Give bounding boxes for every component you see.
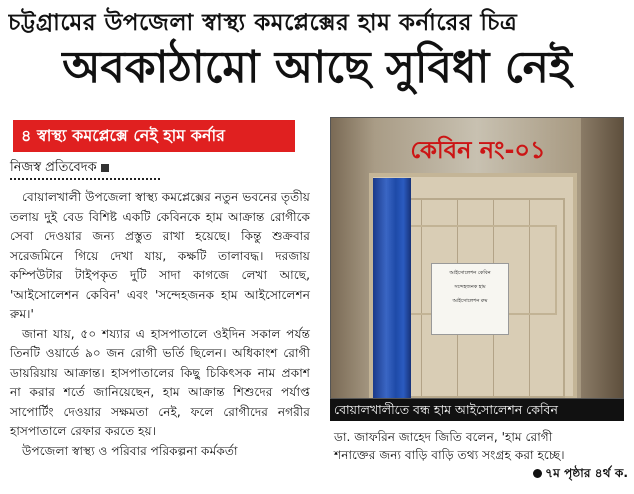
bullet-icon [533, 469, 542, 478]
cabin-sign: কেবিন নং-০১ [410, 136, 546, 164]
byline [10, 158, 210, 179]
article-body [10, 188, 310, 461]
door-notice [431, 263, 509, 335]
notice-line: আইসোলেশন কেবিন [449, 270, 491, 276]
kicker-title: চট্টগ্রামের উপজেলা স্বাস্থ্য কমপ্লেক্সের হাম কর্নারের চিত্র [8, 10, 518, 36]
blue-curtain [373, 178, 411, 399]
news-photo [330, 117, 624, 399]
paragraph: বোয়ালখালী উপজেলা স্বাস্থ্য কমপ্লেক্সের নতুন ভবনের তৃতীয় তলায় দুই বেড বিশিষ্ট একটি কেবিনকে হাম আক্রান্ত রোগীকে সেবা দেওয়ার জন্য প্রস্তুত রাখা হয়েছে। কিন্তু শুক্রবার সরেজমিনে গিয়ে দেখা যায়, কক্ষটি তালাবদ্ধ। দরজায় কম্পিউটার টাইপকৃত দুটি সাদা কাগজে লেখা আছে, 'আইসোলেশন কেবিন' এবং 'সন্দেহজনক হাম আইসোলেশন রুম।' [10, 190, 310, 321]
subhead-banner: ৪ স্বাস্থ্য কমপ্লেক্সে নেই হাম কর্নার [13, 120, 295, 152]
continued-note [334, 464, 628, 482]
text-line: ডা. জাফরিন জাহেদ জিতি বলেন, 'হাম রোগী [334, 430, 553, 444]
square-bullet-icon [101, 164, 109, 172]
headline: অবকাঠামো আছে সুবিধা নেই [62, 42, 572, 93]
wall-edge [581, 118, 623, 398]
continued-text: ৭ম পৃষ্ঠার ৪র্থ ক. [545, 466, 628, 480]
notice-line: আইসোলেশন রুম [452, 298, 488, 304]
right-column-text [334, 428, 628, 482]
paragraph: উপজেলা স্বাস্থ্য ও পরিবার পরিকল্পনা কর্মকর্তা [22, 443, 238, 458]
paragraph: জানা যায়, ৫০ শয্যার এ হাসপাতালে ওইদিন সকাল পর্যন্ত তিনটি ওয়ার্ডে ৯০ জন রোগী ভর্তি ছিলেন। অধিকাংশ রোগী ডায়রিয়ায় আক্রান্ত। হাসপাতালের কিছু চিকিৎসক নাম প্রকাশ না করার শর্তে জানিয়েছেন, হাম আক্রান্ত শিশুদের পর্যাপ্ত সাপোর্টিং দেওয়ার সক্ষমতা নেই, ফলে রোগীদের নগরীর হাসপাতালে রেফার করতে হয়। [10, 326, 310, 438]
notice-line: সন্দেহজনক হাম [454, 284, 486, 290]
dotted-divider [10, 178, 160, 180]
photo-caption: বোয়ালখালীতে বন্ধ হাম আইসোলেশন কেবিন [330, 399, 624, 421]
text-line: শনাক্তের জন্য বাড়ি বাড়ি তথ্য সংগ্রহ করা হচ্ছে। [334, 448, 565, 462]
byline-text: নিজস্ব প্রতিবেদক [10, 160, 97, 175]
